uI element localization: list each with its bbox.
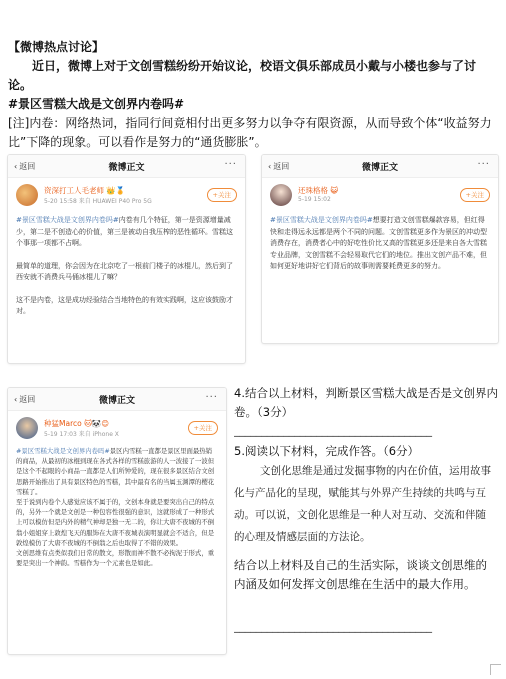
- chevron-left-icon: ‹: [268, 162, 272, 171]
- user-name[interactable]: 种猛Marco 🐱🐼😊: [44, 419, 110, 428]
- section-heading: 【微博热点讨论】: [8, 40, 105, 54]
- follow-button[interactable]: +关注: [460, 188, 490, 202]
- more-icon[interactable]: ···: [477, 159, 490, 170]
- back-label: 返回: [19, 395, 36, 404]
- post-body: [270, 215, 490, 273]
- topic-tag-link[interactable]: #景区雪糕大战是文创界内卷吗#: [16, 447, 110, 455]
- post-meta: 5-19 15:02: [298, 196, 331, 203]
- avatar[interactable]: [16, 184, 38, 206]
- user-name[interactable]: 还珠格格 😺: [298, 186, 339, 195]
- question-5: 5.阅读以下材料，完成作答。（6分）: [234, 444, 420, 458]
- more-icon[interactable]: ···: [205, 392, 218, 403]
- answer-blank[interactable]: ____________________________________: [234, 620, 432, 633]
- post-header: [262, 178, 498, 212]
- user-name[interactable]: 资深打工人毛老师 👑🏅: [44, 186, 126, 195]
- material-paragraph: 文创化思维是通过发掘事物的内在价值，运用故事化与产品化的呈现，赋能其与外界产生持续的共鸣与互动。可以说，文创化思维是一种人对互动、交流和伴随的心理及情感层面的方法论。: [234, 465, 491, 543]
- post-meta: 5-19 17:03 来自 iPhone X: [44, 431, 119, 438]
- post-body: [16, 446, 218, 568]
- nav-bar: [262, 155, 498, 178]
- post-header: [8, 178, 245, 212]
- note-paragraph: [注]内卷：网络热词，指同行间竟相付出更多努力以争夺有限资源，从而导致个体“收益努力比”下降的现象。可以看作是努力的“通货膨胀”。: [8, 116, 492, 149]
- nav-bar: [8, 388, 226, 411]
- back-label: 返回: [273, 162, 290, 171]
- post-text: 最简单的道理，你会因为在北京吃了一根前门楼子的冰棍儿，然后到了西安就不消费兵马俑冰棍儿了嘛？: [16, 261, 233, 281]
- answer-blank[interactable]: ____________________________________: [234, 424, 432, 437]
- badge-icons: 👑🏅: [106, 186, 126, 195]
- post-text: 这不是内卷，这是成功经验结合当地特色的有效实践啊，这应该鼓励才对。: [16, 295, 233, 315]
- avatar[interactable]: [270, 184, 292, 206]
- weibo-post-card: [262, 155, 498, 343]
- weibo-post-card: [8, 388, 226, 654]
- nav-bar: [8, 155, 245, 178]
- topic-tag-link[interactable]: #景区雪糕大战是文创界内卷吗#: [270, 216, 373, 224]
- page-corner-mark: [490, 664, 501, 675]
- lead-paragraph: 近日，微博上对于文创雪糕纷纷开始议论，校语文俱乐部成员小戴与小楼也参与了讨论。: [8, 59, 477, 92]
- post-body: [16, 215, 237, 318]
- back-label: 返回: [19, 162, 36, 171]
- nav-title: 微博正文: [108, 163, 145, 173]
- post-text: 想要打造文创雪糕爆款容易，但红得快和走得远永远都是两个不同的问题。文创雪糕更多作为景区的冲动型消费存在，消费者心中的好吃性价比又高的雪糕更多还是来自各大雪糕专业品牌，文创雪糕不会轻易取代它们的地位。推出文创产品不难，但如何更好地讲好它们背后的故事则需要耗费更多的努力。: [270, 216, 487, 270]
- follow-button[interactable]: +关注: [207, 188, 237, 202]
- avatar[interactable]: [16, 417, 38, 439]
- badge-icons: 🐱🐼😊: [84, 419, 110, 428]
- question-4: 4.结合以上材料，判断景区雪糕大战是否是文创界内卷。（3分）: [234, 386, 498, 419]
- nav-title: 微博正文: [361, 163, 398, 173]
- intro-section: [8, 38, 498, 152]
- chevron-left-icon: ‹: [14, 395, 18, 404]
- badge-icons: 😺: [330, 186, 339, 195]
- post-header: [8, 411, 226, 445]
- post-text: 至于说到内卷个人感觉应该不属于的，文创本身就是要突出自己的特点的，另外一个就是文创是一种包容性很强的意识，这就形成了一种形式上可以模仿但是内外的精气神却是独一无二的，你让大唐不夜城的不倒翁小姐姐穿上敦煌飞天的服饰在大唐不夜城表演明显就会不适合，但是敦煌模仿了大唐不夜城的不倒翁之后也取得了不错的效果。: [16, 498, 215, 547]
- post-text: 内卷有几个特征，第一是资源增量减少，第二是不创造心的价值，第三是被动自我压榨的恶性循环。雪糕这个事那一项都不占啊。: [16, 216, 233, 247]
- post-text: 景区内雪糕一直都是景区里面最热销的商品，从最初的冰棍到现在各式各样的雪糕旅游的人一波接了一波但是这个不起眼的小商品一直都是人们所钟爱的，现在很多景区结合文创思路开始推出了具有景区特色的雪糕，其中最有名的当属玉渊潭的樱花雪糕了。: [16, 447, 215, 496]
- follow-button[interactable]: +关注: [188, 421, 218, 435]
- task-paragraph: 结合以上材料及自己的生活实际，谈谈文创思维的内涵及如何发挥文创思维在生活中的最大作用。: [234, 558, 487, 591]
- post-meta: 5-20 15:58 来自 HUAWEI P40 Pro 5G: [44, 198, 152, 205]
- topic-tag-link[interactable]: #景区雪糕大战是文创界内卷吗#: [16, 216, 119, 224]
- hashtag-title: #景区雪糕大战是文创界内卷吗#: [8, 97, 185, 111]
- more-icon[interactable]: ···: [224, 159, 237, 170]
- post-text: 文创思维有点类似我们日常的散文，形散而神不散不必拘泥于形式，重要是突出一个神韵。雪糕作为一个元素也是如此。: [16, 549, 215, 568]
- weibo-post-card: [8, 155, 245, 363]
- nav-title: 微博正文: [98, 396, 135, 406]
- chevron-left-icon: ‹: [14, 162, 18, 171]
